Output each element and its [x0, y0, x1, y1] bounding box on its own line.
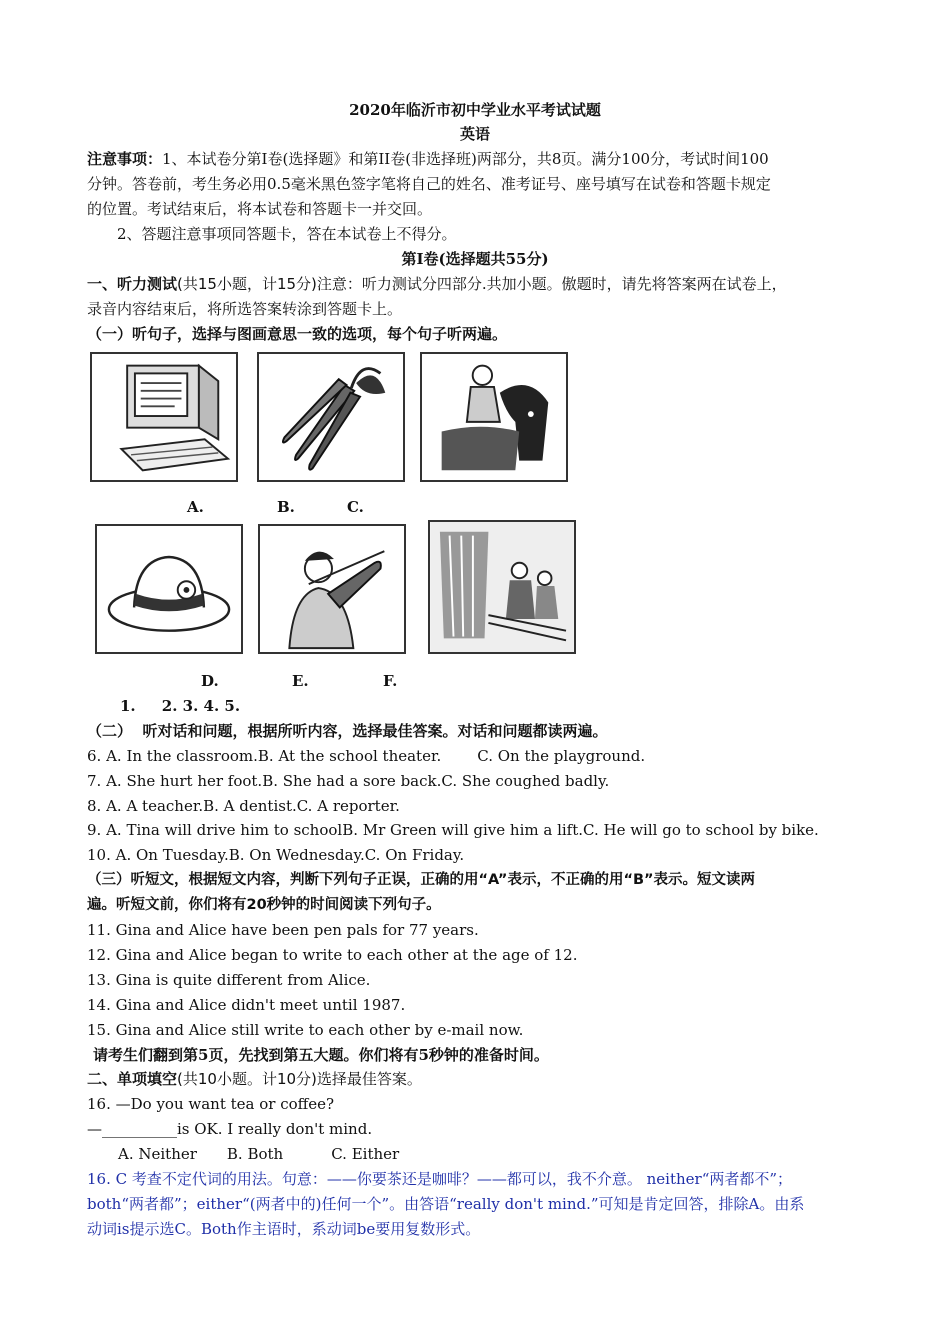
question-8: 8. A. A teacher.B. A dentist.C. A reporter. [87, 797, 400, 815]
question-16: 16. —Do you want tea or coffee? [87, 1095, 335, 1113]
question-12: 12. Gina and Alice began to write to each other at the age of 12. [87, 946, 578, 964]
notice-label: 注意事项： [87, 150, 163, 168]
question-16-reply: —__________is OK. I really don't mind. [87, 1120, 373, 1138]
listening-heading-line [87, 274, 787, 294]
question-7: 7. A. She hurt her foot.B. She had a sore back.C. She coughed badly. [87, 772, 610, 790]
picture-carrots [257, 352, 405, 482]
question-6 [87, 746, 645, 766]
label-b: B. [277, 498, 295, 516]
listening-heading: 一、听力测试 [87, 275, 178, 293]
turn-page-note: 请考生们翻到第5页，先找到第五大题。你们将有5秒钟的准备时间。 [93, 1046, 549, 1064]
listening-note-2: 录音内容结束后，将所选答案转涂到答题卡上。 [87, 300, 403, 318]
option-a: A. Neither [118, 1145, 197, 1163]
horse-rider-icon [422, 354, 566, 480]
picture-hat [95, 524, 243, 654]
picture-violin-player [258, 524, 406, 654]
subject-title: 英语 [459, 125, 490, 143]
answer-16-line-3: 动词is提示选C。Both作主语时，系动词be要用复数形式。 [87, 1220, 481, 1238]
answer-16-line-2: both“两者都”；either“(两者中的)任何一个”。由答语“really don't mind.”可知是肯定回答，排除A。由系 [87, 1195, 805, 1213]
part1-title: 第I卷(选择题共55分) [401, 250, 549, 268]
question-6-c: C. On the playground. [477, 747, 646, 765]
exam-title: 2020年临沂市初中学业水平考试试题 [349, 101, 601, 119]
option-c: C. Either [331, 1145, 400, 1163]
section1-heading: （一）听句子，选择与图画意思一致的选项，每个句子听两遍。 [87, 325, 508, 343]
single-choice-instruction: 选择最佳答案。 [316, 1070, 422, 1088]
section3-heading-2: 遍。听短文前，你们将有20秒钟的时间阅读下列句子。 [87, 897, 441, 913]
option-b: B. Both [226, 1145, 284, 1163]
listening-count: (共15小题，计15分) [177, 275, 317, 293]
notice-line-1 [87, 149, 769, 169]
waterfall-icon [430, 522, 574, 652]
question-numbers: 1. 2. 3. 4. 5. [120, 697, 241, 715]
question-10: 10. A. On Tuesday.B. On Wednesday.C. On Friday. [87, 846, 465, 864]
section2-heading: （二） 听对话和问题，根据所听内容，选择最佳答案。对话和问题都读两遍。 [87, 722, 608, 740]
label-c: C. [347, 498, 364, 516]
hat-icon [97, 526, 241, 652]
question-6-ab: 6. A. In the classroom.B. At the school theater. [87, 747, 442, 765]
label-d: D. [201, 672, 219, 690]
question-9: 9. A. Tina will drive him to schoolB. Mr Green will give him a lift.C. He will go to school by bike. [87, 821, 819, 839]
notice-line-2: 分钟。答卷前，考生务必用0.5毫米黑色签字笔将自己的姓名、准考证号、座号填写在试卷和答题卡规定 [87, 175, 771, 193]
label-a: A. [187, 498, 204, 516]
picture-computer [90, 352, 238, 482]
label-e: E. [292, 672, 309, 690]
single-choice-heading: 二、单项填空 [87, 1070, 178, 1088]
label-f: F. [383, 672, 398, 690]
section3-heading-1: （三）听短文，根据短文内容，判断下列句子正误，正确的用“A”表示，不正确的用“B”表示。短文读两 [87, 872, 756, 888]
violin-player-icon [260, 526, 404, 652]
computer-icon [92, 354, 236, 480]
picture-horse-rider [420, 352, 568, 482]
picture-waterfall [428, 520, 576, 654]
question-15: 15. Gina and Alice still write to each other by e-mail now. [87, 1021, 524, 1039]
answer-16-line-1: 16. C 考查不定代词的用法。句意：——你要茶还是咖啡？——都可以，我不介意。 neither“两者都不”； [87, 1170, 793, 1188]
notice-line-4: 2、答题注意事项同答题卡，答在本试卷上不得分。 [117, 225, 457, 243]
question-14: 14. Gina and Alice didn't meet until 1987. [87, 996, 406, 1014]
notice-text-1: 1、本试卷分第Ⅰ卷(选择题》和第II卷(非选择班)两部分，共8页。满分100分，考试时间100 [162, 150, 769, 168]
question-13: 13. Gina is quite different from Alice. [87, 971, 371, 989]
listening-note: 注意：听力测试分四部分.共加小题。傲题时，请先将答案两在试卷上， [316, 275, 787, 293]
question-16-options [118, 1144, 399, 1164]
question-11: 11. Gina and Alice have been pen pals for 77 years. [87, 921, 479, 939]
notice-line-3: 的位置。考试结束后，将本试卷和答题卡一并交回。 [87, 200, 433, 218]
single-choice-count: (共10小题。计10分) [177, 1070, 317, 1088]
single-choice-heading-line [87, 1069, 422, 1089]
carrots-icon [259, 354, 403, 480]
